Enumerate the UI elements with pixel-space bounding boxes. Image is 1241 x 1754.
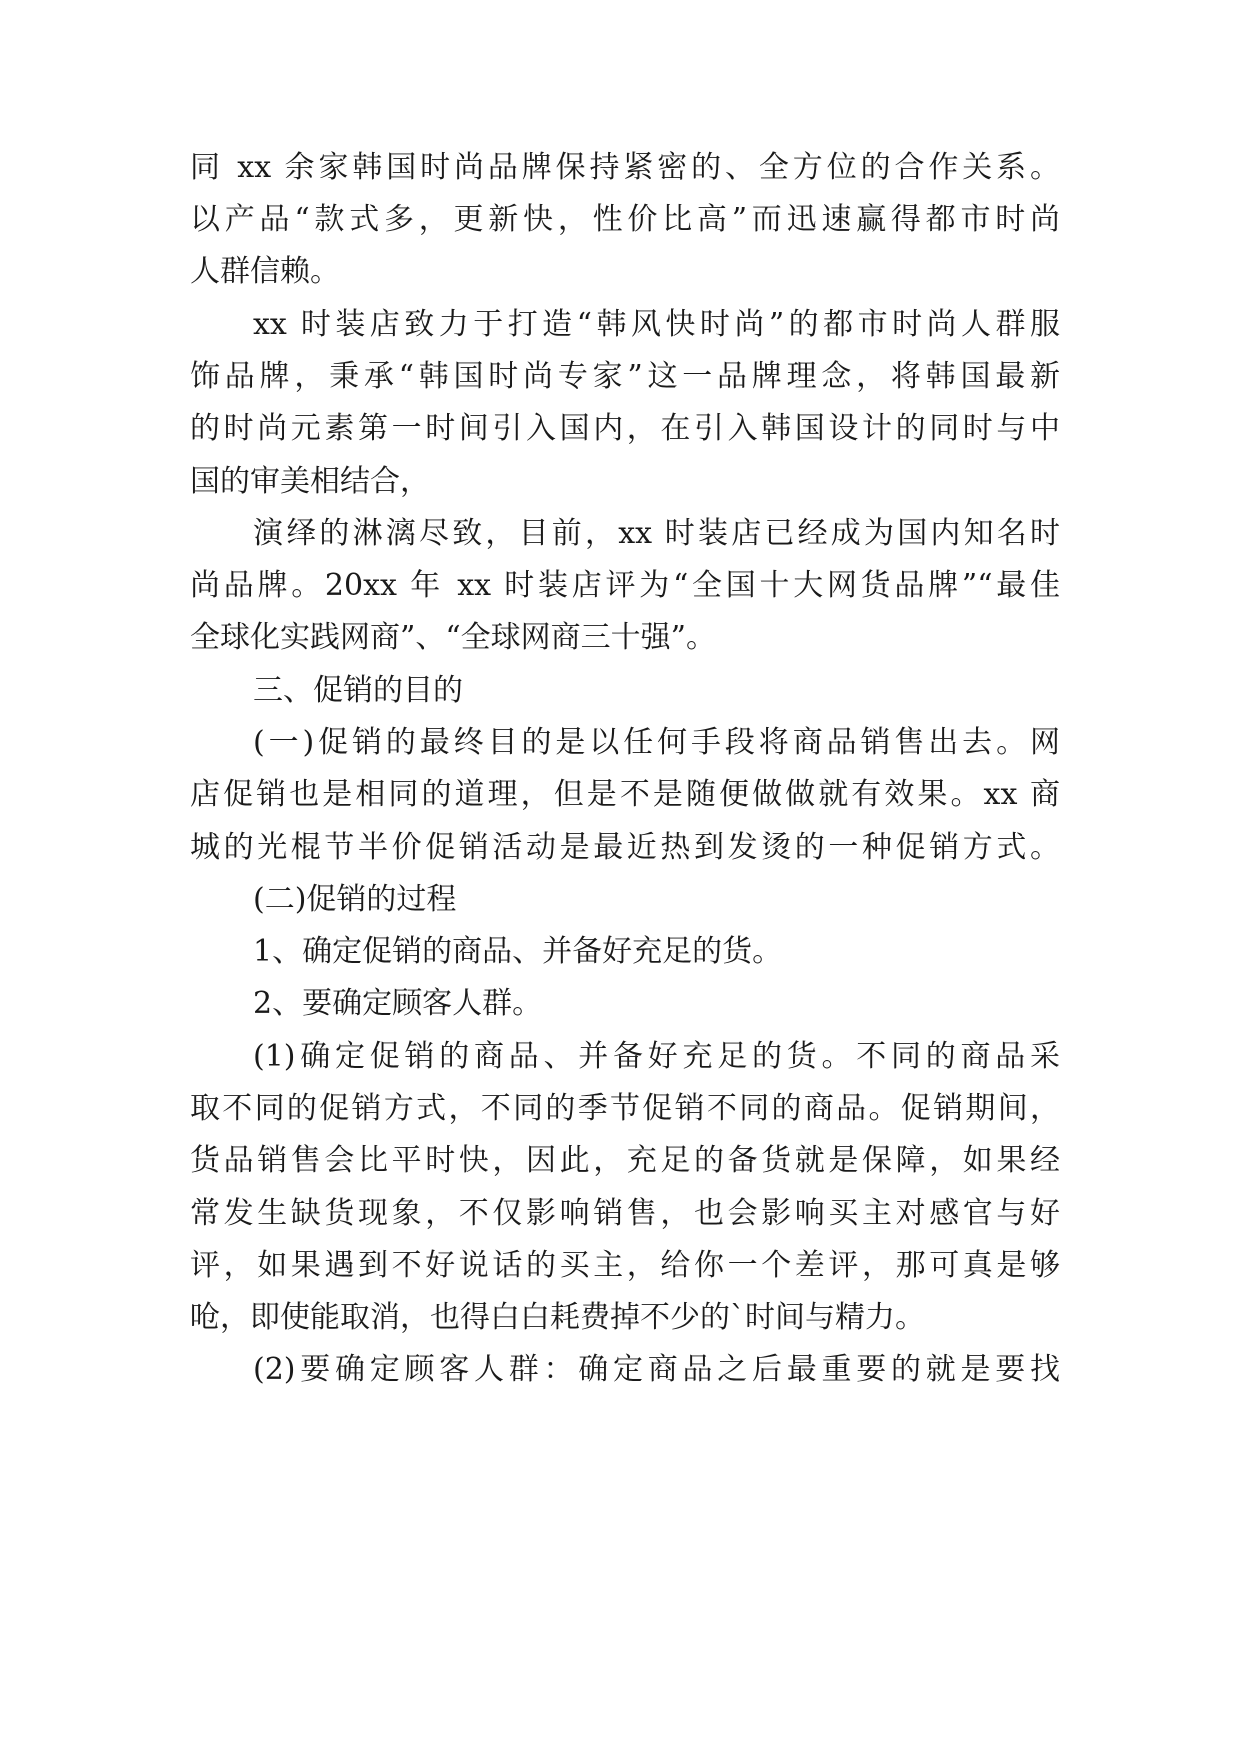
paragraph-line: 同 xx 余家韩国时尚品牌保持紧密的、全方位的合作关系。 (190, 150, 1060, 185)
paragraph-line: 货品销售会比平时快，因此，充足的备货就是保障，如果经 (190, 1143, 1060, 1178)
paragraph-line: 常发生缺货现象，不仅影响销售，也会影响买主对感官与好 (190, 1196, 1060, 1231)
paragraph-line: 以产品“款式多，更新快，性价比高”而迅速赢得都市时尚 (190, 202, 1060, 237)
paragraph-line: 取不同的促销方式，不同的季节促销不同的商品。促销期间， (190, 1091, 1060, 1126)
paragraph-line: 国的审美相结合， (190, 464, 430, 499)
paragraph-line: 评，如果遇到不好说话的买主，给你一个差评，那可真是够 (190, 1248, 1060, 1283)
paragraph-line: (一)促销的最终目的是以任何手段将商品销售出去。网 (253, 725, 1060, 760)
paragraph-line: 全球化实践网商”、“全球网商三十强”。 (190, 620, 717, 655)
paragraph-line: 人群信赖。 (190, 254, 340, 289)
list-item: 1、确定促销的商品、并备好充足的货。 (253, 934, 783, 969)
list-item: 2、要确定顾客人群。 (253, 986, 543, 1021)
paragraph-line: 呛，即使能取消，也得白白耗费掉不少的`时间与精力。 (190, 1300, 925, 1335)
paragraph-line: 演绎的淋漓尽致，目前，xx 时装店已经成为国内知名时 (253, 516, 1060, 551)
paragraph-line: 城的光棍节半价促销活动是最近热到发烫的一种促销方式。 (190, 830, 1060, 865)
paragraph-line: (1)确定促销的商品、并备好充足的货。不同的商品采 (253, 1039, 1060, 1074)
paragraph-line: 店促销也是相同的道理，但是不是随便做做就有效果。xx 商 (190, 777, 1060, 812)
paragraph-line: 的时尚元素第一时间引入国内，在引入韩国设计的同时与中 (190, 411, 1060, 446)
paragraph-line: 尚品牌。20xx 年 xx 时装店评为“全国十大网货品牌”“最佳 (190, 568, 1060, 603)
paragraph-line: xx 时装店致力于打造“韩风快时尚”的都市时尚人群服 (253, 307, 1060, 342)
section-heading: 三、促销的目的 (253, 673, 463, 708)
subsection-heading: (二)促销的过程 (253, 882, 457, 917)
paragraph-line: 饰品牌，秉承“韩国时尚专家”这一品牌理念，将韩国最新 (190, 359, 1060, 394)
paragraph-line: (2)要确定顾客人群：确定商品之后最重要的就是要找 (253, 1352, 1060, 1387)
